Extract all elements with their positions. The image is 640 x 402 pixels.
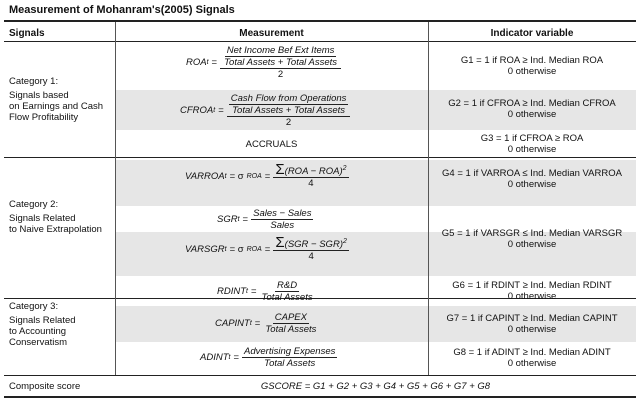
adint-lhs: ADINT [200,352,229,363]
indicator-g8 [428,347,636,369]
category3-rule [4,375,636,376]
indicator-g4 [428,168,636,190]
indicator-g8-other: 0 otherwise [507,358,557,369]
formula-adint: ADINT t = $\frac{\text{Advertising Expenses}}{\text{Total Assets}}$ [200,346,336,369]
adint-denominator: Total Assets [264,358,316,369]
composite-label: Composite score [9,381,81,392]
indicator-g2 [428,98,636,120]
category-2-name: Category 2: [9,199,59,210]
indicator-g6-main: G6 = 1 if RDINT ≥ Ind. Median RDINT [452,280,612,291]
header-indicator: Indicator variable [490,28,574,39]
rdint-numerator: R&D [277,280,298,291]
capint-numerator: CAPEX [274,312,307,323]
adint-fraction [242,346,337,369]
sgr-lhs: SGR [217,214,238,225]
indicator-g3 [428,133,636,155]
formula-varroa: VARROA t = σ ROA = $\frac{\Sigma(ROA - ROA)^2}{4}$ [185,161,347,189]
roa-numerator: Net Income Bef Ext Items [226,45,335,56]
indicator-g4-other: 0 otherwise [507,179,557,190]
indicator-g3-other: 0 otherwise [507,144,557,155]
header-measurement: Measurement [239,28,304,39]
varroa-lhs: VARROA [185,170,225,182]
sgr-numerator: Sales − Sales [253,208,312,219]
indicator-g7-main: G7 = 1 if CAPINT ≥ Ind. Median CAPINT [446,313,618,324]
rdint-lhs: RDINT [217,286,247,297]
cfroa-half: 2 [285,117,292,128]
header-rule [4,41,636,42]
indicator-g7 [428,313,636,335]
formula-cfroa: CFROA t = $\frac{\frac{\text{Cash Flow from Operations}}{\text{Total Assets + Total Assets}}}{2}$ [180,93,350,128]
sgr-denominator: Sales [270,220,295,231]
indicator-g1-other: 0 otherwise [507,66,557,77]
cfroa-fraction [227,93,351,128]
varsgr-denominator: 4 [308,251,314,262]
varroa-term: ROA − ROA [287,166,340,177]
indicator-g6 [428,280,636,302]
category-1-desc: Signals based on Earnings and Cash Flow Profitability [9,90,104,123]
cfroa-numerator: Cash Flow from Operations [230,93,347,104]
varsgr-lhs: VARSGR [185,243,225,255]
roa-lhs: ROA [186,57,207,68]
category-1-name: Category 1: [9,76,59,87]
category-1 [9,76,114,123]
indicator-g4-main: G4 = 1 if VARROA ≤ Ind. Median VARROA [442,168,622,179]
category-3 [9,301,114,348]
roa-fraction [220,45,341,80]
formula-accruals: ACCRUALS [245,139,298,150]
varroa-sum-icon: Σ [275,161,285,178]
formula-rdint: RDINT t = $\frac{R\&D}{\text{Total Assets}}$ [217,280,313,303]
indicator-g6-other: 0 otherwise [507,291,557,302]
cfroa-lhs: CFROA [180,105,214,116]
indicator-g5-main: G5 = 1 if VARSGR ≤ Ind. Median VARSGR [441,228,623,239]
capint-lhs: CAPINT [215,318,250,329]
rdint-denominator: Total Assets [261,292,313,303]
bottom-rule [4,396,636,398]
varsgr-fraction: $\frac{\Sigma(SGR - SGR)^2}{4}$ [275,234,347,262]
indicator-g5-other: 0 otherwise [507,239,557,250]
indicator-g1-main: G1 = 1 if ROA ≥ Ind. Median ROA [460,55,604,66]
header-signals: Signals [9,28,45,39]
indicator-g1 [428,55,636,77]
indicator-g2-main: G2 = 1 if CFROA ≥ Ind. Median CFROA [448,98,616,109]
indicator-g8-main: G8 = 1 if ADINT ≥ Ind. Median ADINT [453,347,611,358]
category-3-name: Category 3: [9,301,59,312]
category1-rule [4,157,636,158]
roa-denominator: Total Assets + Total Assets [224,57,338,68]
roa-half: 2 [277,69,284,80]
table-title: Measurement of Mohanram's(2005) Signals [9,4,235,16]
varsgr-sum-icon: Σ [275,234,285,251]
composite-formula: GSCORE = G1 + G2 + G3 + G4 + G5 + G6 + G7 + G8 [260,381,491,392]
col-divider-1 [115,22,116,375]
formula-capint: CAPINT t = $\frac{\text{CAPEX}}{\text{Total Assets}}$ [215,312,317,335]
indicator-g5 [428,228,636,250]
category-2 [9,199,114,235]
varroa-denominator: 4 [308,178,314,189]
category-2-desc: Signals Related to Naive Extrapolation [9,213,102,235]
sgr-fraction [251,208,313,231]
top-rule [4,20,636,22]
formula-sgr: SGR t = $\frac{\text{Sales − Sales}}{\text{Sales}}$ [217,208,312,231]
rdint-fraction [260,280,315,303]
varroa-fraction: $\frac{\Sigma(ROA - ROA)^2}{4}$ [275,161,347,189]
capint-denominator: Total Assets [265,324,317,335]
indicator-g7-other: 0 otherwise [507,324,557,335]
varsgr-term: SGR − SGR [287,239,340,250]
formula-roa: ROA t = $\frac{\frac{\text{Net Income Bef Ext Items}}{\text{Total Assets + Total Assets}}}{2}$ [186,45,341,80]
category-3-desc: Signals Related to Accounting Conservatism [9,315,76,348]
cfroa-denominator: Total Assets + Total Assets [232,105,346,116]
formula-varsgr: VARSGR t = σ ROA = $\frac{\Sigma(SGR - SGR)^2}{4}$ [185,234,347,262]
indicator-g3-main: G3 = 1 if CFROA ≥ ROA [480,133,584,144]
indicator-g2-other: 0 otherwise [507,109,557,120]
capint-fraction [263,312,318,335]
adint-numerator: Advertising Expenses [244,346,336,357]
